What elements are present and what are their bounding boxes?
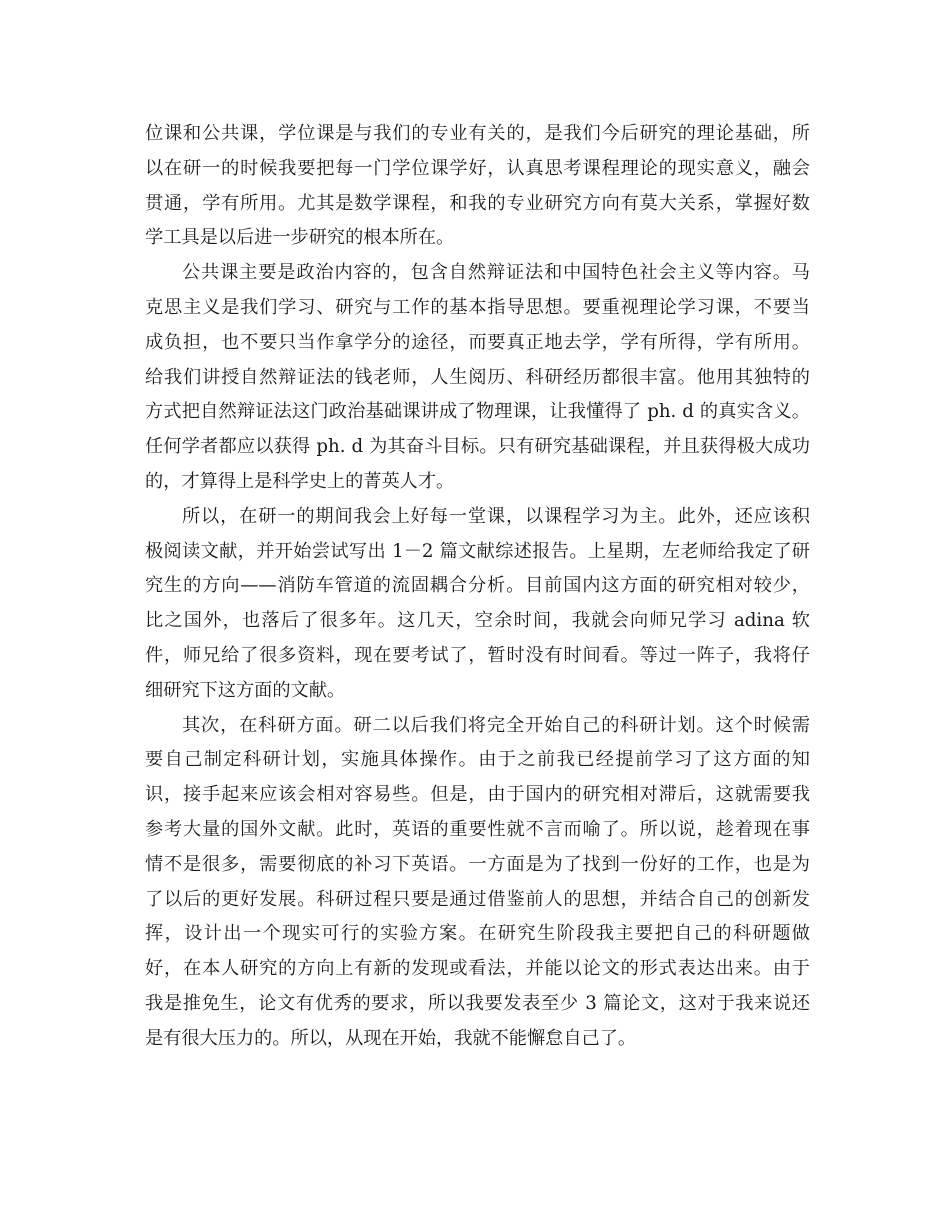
text-line: 比之国外，也落后了很多年。这几天，空余时间，我就会向师兄学习 adina 软 bbox=[145, 610, 810, 632]
body-text bbox=[145, 117, 810, 1057]
text-line: 其次，在科研方面。研二以后我们将完全开始自己的科研计划。这个时候需 bbox=[182, 714, 810, 736]
text-line: 要自己制定科研计划，实施具体操作。由于之前我已经提前学习了这方面的知 bbox=[145, 749, 810, 771]
text-line: 究生的方向——消防车管道的流固耦合分析。目前国内这方面的研究相对较少， bbox=[145, 575, 810, 597]
text-line: 所以，在研一的期间我会上好每一堂课，以课程学习为主。此外，还应该积 bbox=[182, 505, 810, 527]
text-line: 识，接手起来应该会相对容易些。但是，由于国内的研究相对滞后，这就需要我 bbox=[145, 784, 810, 806]
text-line: 了以后的更好发展。科研过程只要是通过借鉴前人的思想，并结合自己的创新发 bbox=[145, 888, 810, 910]
text-line: 任何学者都应以获得 ph. d 为其奋斗目标。只有研究基础课程，并且获得极大成功 bbox=[145, 436, 810, 458]
text-line: 细研究下这方面的文献。 bbox=[145, 679, 346, 701]
text-line: 挥，设计出一个现实可行的实验方案。在研究生阶段我主要把自己的科研题做 bbox=[145, 923, 810, 945]
text-line: 方式把自然辩证法这门政治基础课讲成了物理课，让我懂得了 ph. d 的真实含义。 bbox=[145, 401, 810, 423]
text-line: 贯通，学有所用。尤其是数学课程，和我的专业研究方向有莫大关系，掌握好数 bbox=[145, 192, 810, 214]
text-line: 成负担，也不要只当作拿学分的途径，而要真正地去学，学有所得，学有所用。 bbox=[145, 331, 810, 353]
text-line: 好，在本人研究的方向上有新的发现或看法，并能以论文的形式表达出来。由于 bbox=[145, 958, 810, 980]
text-line: 情不是很多，需要彻底的补习下英语。一方面是为了找到一份好的工作，也是为 bbox=[145, 853, 810, 875]
text-line: 给我们讲授自然辩证法的钱老师，人生阅历、科研经历都很丰富。他用其独特的 bbox=[145, 366, 810, 388]
text-line: 参考大量的国外文献。此时，英语的重要性就不言而喻了。所以说，趁着现在事 bbox=[145, 818, 810, 840]
text-line: 件，师兄给了很多资料，现在要考试了，暂时没有时间看。等过一阵子，我将仔 bbox=[145, 644, 810, 666]
text-line: 公共课主要是政治内容的，包含自然辩证法和中国特色社会主义等内容。马 bbox=[182, 262, 810, 284]
text-line: 克思主义是我们学习、研究与工作的基本指导思想。要重视理论学习课，不要当 bbox=[145, 296, 810, 318]
text-line: 以在研一的时候我要把每一门学位课学好，认真思考课程理论的现实意义，融会 bbox=[145, 157, 810, 179]
text-line: 的，才算得上是科学史上的菁英人才。 bbox=[145, 470, 455, 492]
text-line: 学工具是以后进一步研究的根本所在。 bbox=[145, 227, 455, 249]
text-line: 我是推免生，论文有优秀的要求，所以我要发表至少 3 篇论文，这对于我来说还 bbox=[145, 992, 810, 1014]
text-line: 位课和公共课，学位课是与我们的专业有关的，是我们今后研究的理论基础，所 bbox=[145, 123, 810, 144]
text-line: 极阅读文献，并开始尝试写出 1－2 篇文献综述报告。上星期，左老师给我定了研 bbox=[145, 540, 810, 562]
text-line: 是有很大压力的。所以，从现在开始，我就不能懈怠自己了。 bbox=[145, 1027, 637, 1049]
